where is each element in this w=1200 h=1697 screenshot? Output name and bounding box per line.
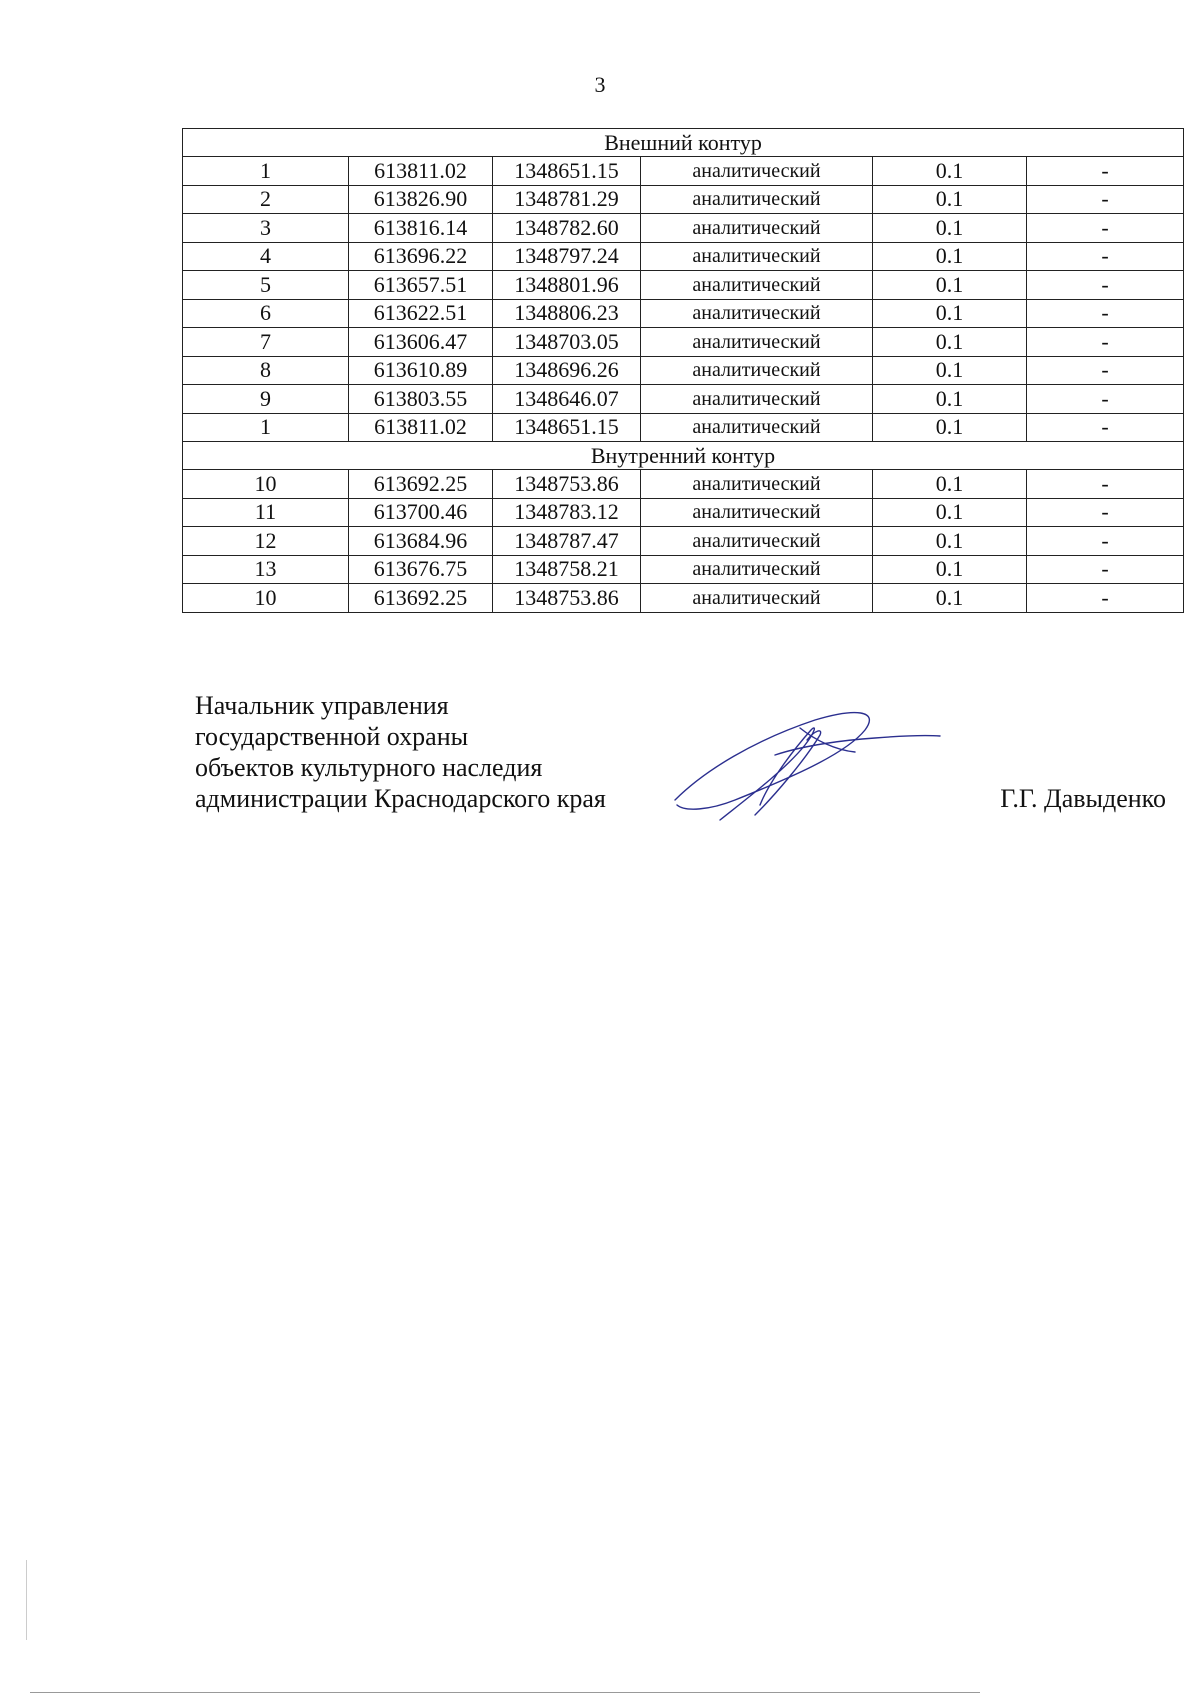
table-row	[183, 498, 1184, 527]
x-coordinate-cell: 613606.47	[349, 328, 493, 357]
y-coordinate-cell: 1348703.05	[493, 328, 641, 357]
y-coordinate-cell: 1348797.24	[493, 242, 641, 271]
table-row	[183, 385, 1184, 414]
x-coordinate-cell: 613684.96	[349, 527, 493, 556]
section-title: Внутренний контур	[183, 442, 1184, 470]
x-coordinate-cell: 613816.14	[349, 214, 493, 243]
point-number-cell: 3	[183, 214, 349, 243]
method-cell: аналитический	[641, 299, 873, 328]
note-cell: -	[1027, 498, 1184, 527]
point-number-cell: 1	[183, 157, 349, 186]
point-number-cell: 9	[183, 385, 349, 414]
x-coordinate-cell: 613811.02	[349, 413, 493, 442]
scan-artifact-line	[26, 1560, 27, 1640]
method-cell: аналитический	[641, 328, 873, 357]
accuracy-cell: 0.1	[873, 527, 1027, 556]
section-header-row	[183, 129, 1184, 157]
note-cell: -	[1027, 242, 1184, 271]
coordinates-table	[182, 128, 1184, 613]
point-number-cell: 4	[183, 242, 349, 271]
method-cell: аналитический	[641, 271, 873, 300]
y-coordinate-cell: 1348781.29	[493, 185, 641, 214]
table-row	[183, 555, 1184, 584]
accuracy-cell: 0.1	[873, 498, 1027, 527]
note-cell: -	[1027, 271, 1184, 300]
table-row	[183, 185, 1184, 214]
note-cell: -	[1027, 185, 1184, 214]
point-number-cell: 10	[183, 470, 349, 499]
method-cell: аналитический	[641, 185, 873, 214]
note-cell: -	[1027, 157, 1184, 186]
note-cell: -	[1027, 214, 1184, 243]
note-cell: -	[1027, 470, 1184, 499]
accuracy-cell: 0.1	[873, 242, 1027, 271]
signer-name: Г.Г. Давыденко	[1000, 784, 1166, 813]
x-coordinate-cell: 613622.51	[349, 299, 493, 328]
signer-title	[195, 690, 606, 814]
section-title: Внешний контур	[183, 129, 1184, 157]
note-cell: -	[1027, 555, 1184, 584]
accuracy-cell: 0.1	[873, 413, 1027, 442]
y-coordinate-cell: 1348758.21	[493, 555, 641, 584]
point-number-cell: 11	[183, 498, 349, 527]
coordinates-table-body	[183, 129, 1184, 613]
y-coordinate-cell: 1348806.23	[493, 299, 641, 328]
table-row	[183, 157, 1184, 186]
table-row	[183, 584, 1184, 613]
y-coordinate-cell: 1348753.86	[493, 584, 641, 613]
x-coordinate-cell: 613700.46	[349, 498, 493, 527]
method-cell: аналитический	[641, 356, 873, 385]
method-cell: аналитический	[641, 214, 873, 243]
table-row	[183, 413, 1184, 442]
signer-title-line: администрации Краснодарского края	[195, 784, 606, 813]
signer-title-line: Начальник управления	[195, 691, 449, 720]
y-coordinate-cell: 1348787.47	[493, 527, 641, 556]
handwritten-signature	[665, 700, 945, 830]
accuracy-cell: 0.1	[873, 299, 1027, 328]
point-number-cell: 7	[183, 328, 349, 357]
method-cell: аналитический	[641, 157, 873, 186]
accuracy-cell: 0.1	[873, 214, 1027, 243]
accuracy-cell: 0.1	[873, 356, 1027, 385]
table-row	[183, 527, 1184, 556]
table-row	[183, 470, 1184, 499]
signer-title-line: государственной охраны	[195, 722, 469, 751]
y-coordinate-cell: 1348753.86	[493, 470, 641, 499]
table-row	[183, 328, 1184, 357]
x-coordinate-cell: 613657.51	[349, 271, 493, 300]
point-number-cell: 2	[183, 185, 349, 214]
section-header-row	[183, 442, 1184, 470]
x-coordinate-cell: 613811.02	[349, 157, 493, 186]
y-coordinate-cell: 1348696.26	[493, 356, 641, 385]
table-row	[183, 214, 1184, 243]
method-cell: аналитический	[641, 385, 873, 414]
y-coordinate-cell: 1348651.15	[493, 157, 641, 186]
accuracy-cell: 0.1	[873, 584, 1027, 613]
y-coordinate-cell: 1348646.07	[493, 385, 641, 414]
accuracy-cell: 0.1	[873, 328, 1027, 357]
y-coordinate-cell: 1348651.15	[493, 413, 641, 442]
x-coordinate-cell: 613803.55	[349, 385, 493, 414]
table-row	[183, 242, 1184, 271]
method-cell: аналитический	[641, 527, 873, 556]
signer-title-line: объектов культурного наследия	[195, 753, 543, 782]
table-row	[183, 271, 1184, 300]
y-coordinate-cell: 1348801.96	[493, 271, 641, 300]
method-cell: аналитический	[641, 413, 873, 442]
point-number-cell: 13	[183, 555, 349, 584]
method-cell: аналитический	[641, 470, 873, 499]
x-coordinate-cell: 613692.25	[349, 584, 493, 613]
point-number-cell: 6	[183, 299, 349, 328]
scan-artifact-line	[30, 1692, 980, 1693]
x-coordinate-cell: 613676.75	[349, 555, 493, 584]
note-cell: -	[1027, 527, 1184, 556]
point-number-cell: 8	[183, 356, 349, 385]
accuracy-cell: 0.1	[873, 271, 1027, 300]
y-coordinate-cell: 1348782.60	[493, 214, 641, 243]
note-cell: -	[1027, 584, 1184, 613]
method-cell: аналитический	[641, 498, 873, 527]
note-cell: -	[1027, 413, 1184, 442]
table-row	[183, 299, 1184, 328]
accuracy-cell: 0.1	[873, 185, 1027, 214]
page-number: 3	[594, 72, 606, 97]
point-number-cell: 12	[183, 527, 349, 556]
note-cell: -	[1027, 356, 1184, 385]
x-coordinate-cell: 613692.25	[349, 470, 493, 499]
accuracy-cell: 0.1	[873, 385, 1027, 414]
accuracy-cell: 0.1	[873, 157, 1027, 186]
point-number-cell: 5	[183, 271, 349, 300]
x-coordinate-cell: 613610.89	[349, 356, 493, 385]
x-coordinate-cell: 613826.90	[349, 185, 493, 214]
note-cell: -	[1027, 328, 1184, 357]
note-cell: -	[1027, 385, 1184, 414]
y-coordinate-cell: 1348783.12	[493, 498, 641, 527]
method-cell: аналитический	[641, 242, 873, 271]
x-coordinate-cell: 613696.22	[349, 242, 493, 271]
table-row	[183, 356, 1184, 385]
accuracy-cell: 0.1	[873, 470, 1027, 499]
point-number-cell: 1	[183, 413, 349, 442]
note-cell: -	[1027, 299, 1184, 328]
method-cell: аналитический	[641, 555, 873, 584]
accuracy-cell: 0.1	[873, 555, 1027, 584]
point-number-cell: 10	[183, 584, 349, 613]
method-cell: аналитический	[641, 584, 873, 613]
